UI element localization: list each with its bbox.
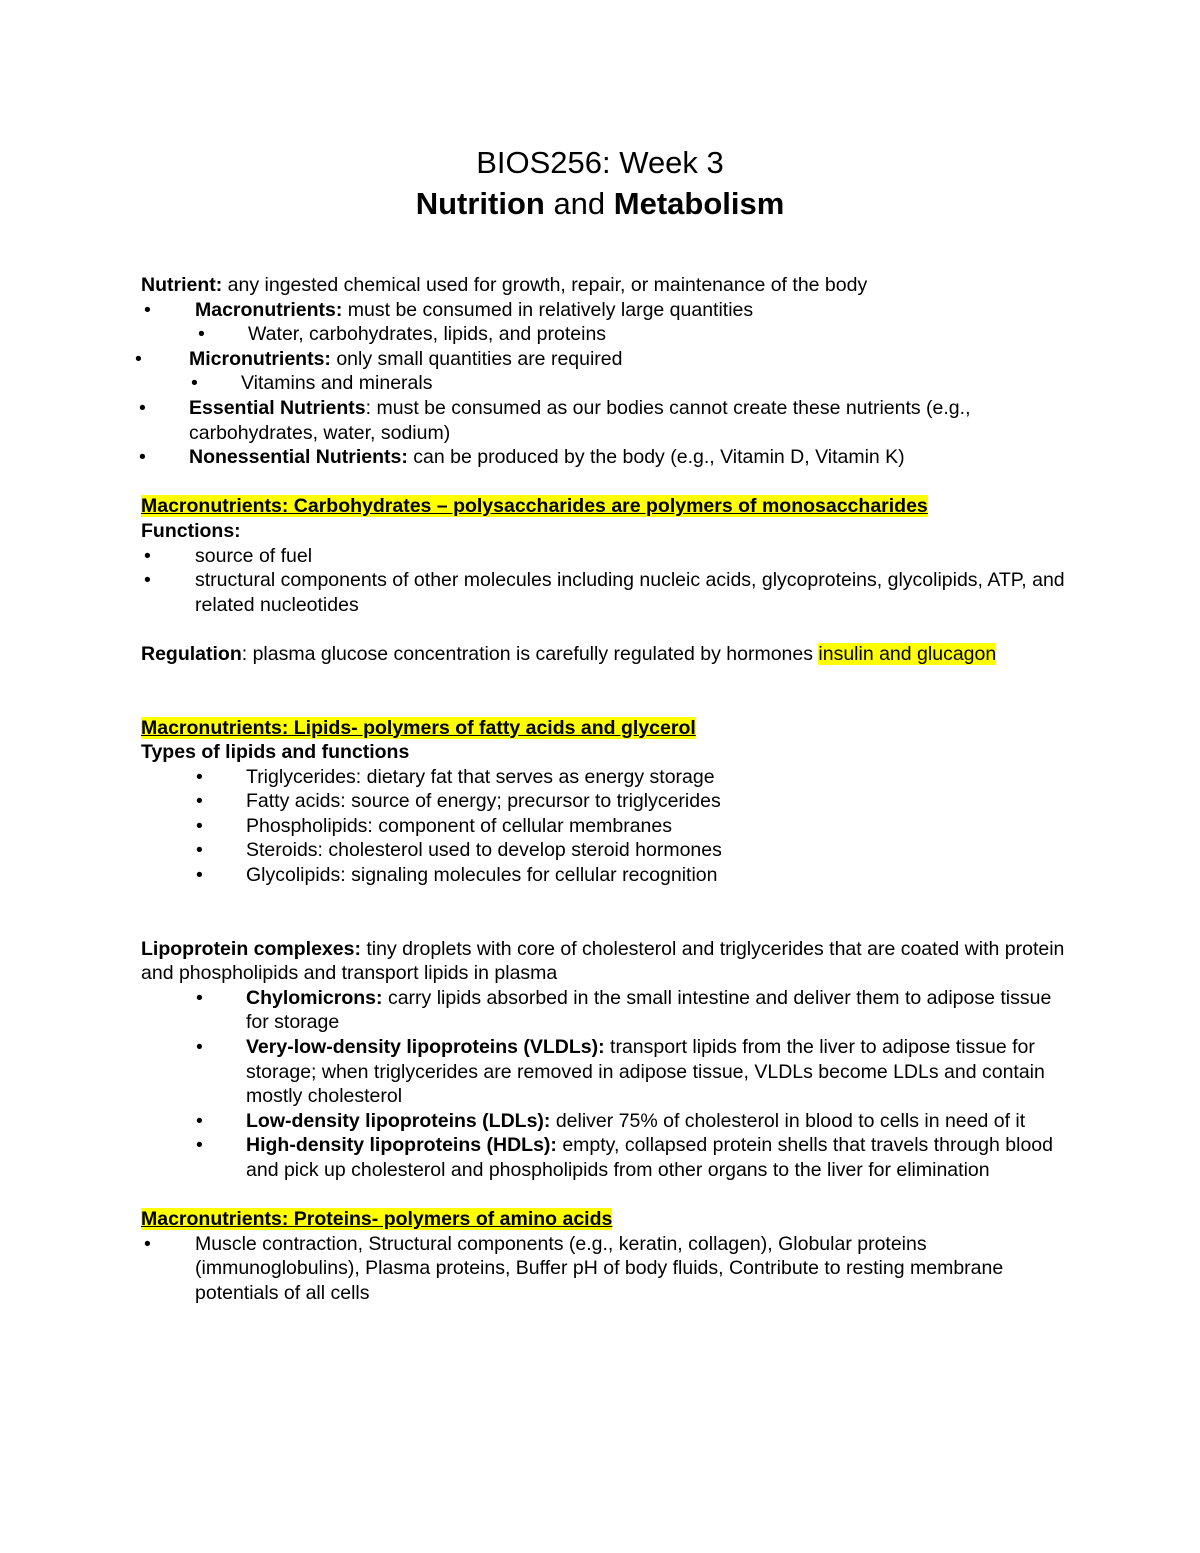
list-item [141,298,1071,323]
item-def: transport lipids from the liver to adipose tissue for storage; when triglycerides are removed in adipose tissue, VLDLs become LDLs and contain mostly cholesterol [246,1036,1045,1108]
title-block [0,144,1200,226]
bullet-icon: • [139,396,146,419]
bullet-icon: • [196,839,203,862]
list-item [141,445,1071,470]
item-def: must be consumed in relatively large quantities [342,298,754,321]
list-item [141,863,1071,888]
carbs-header [141,494,1071,519]
bullet-icon: • [196,864,203,887]
list-item [141,789,1071,814]
proteins-header-text: Macronutrients: Proteins- polymers of amino acids [141,1208,613,1231]
item-sub: Water, carbohydrates, lipids, and proteins [248,323,607,346]
types-label [141,740,1071,765]
regulation-text: : plasma glucose concentration is carefully regulated by hormones [241,642,819,665]
list-item [141,544,1071,569]
list-item [135,347,1071,372]
document-body [135,273,1071,1306]
regulation-term: Regulation [141,642,242,665]
page-title: BIOS256: Week 3 [476,145,724,180]
nutrient-def: any ingested chemical used for growth, repair, or maintenance of the body [222,274,868,296]
item-term: Micronutrients: [189,347,331,370]
item-term: Very-low-density lipoproteins (VLDLs): [246,1036,605,1059]
proteins-list [141,1232,1071,1306]
regulation-highlight: insulin and glucagon [818,642,997,665]
subtitle-part-and: and [544,186,614,221]
bullet-icon: • [196,986,203,1009]
nutrient-term: Nutrient: [141,274,223,296]
item-term: Chylomicrons: [246,986,383,1009]
lipoprotein-term: Lipoprotein complexes: [141,937,361,960]
bullet-icon: • [135,347,142,370]
list-item [141,838,1071,863]
item-term: Low-density lipoproteins (LDLs): [246,1109,551,1132]
list-item [141,1035,1071,1109]
item-term: Essential Nutrients [189,396,366,419]
bullet-icon: • [139,446,146,469]
item-def: : must be consumed as our bodies cannot create these nutrients (e.g., carbohydrates, water, sodium) [189,396,971,444]
list-item [141,986,1071,1035]
lipids-header [141,716,1071,741]
functions-label [141,519,1071,544]
item-term: Macronutrients: [195,298,343,321]
proteins-header [141,1207,1071,1232]
item-def: empty, collapsed protein shells that travels through blood and pick up cholesterol and phospholipids from other organs to the liver for elimination [246,1134,1053,1181]
item-text: Muscle contraction, Structural components (e.g., keratin, collagen), Globular proteins (immunoglobulins), Plasma proteins, Buffer pH of body fluids, Contribute to resting membrane potentials of all cells [195,1232,1004,1304]
bullet-icon: • [144,569,151,592]
lipid-types-list [141,765,1071,888]
bullet-icon: • [196,814,203,837]
page-subtitle [0,182,1200,226]
item-text: source of fuel [195,544,313,567]
list-item [141,765,1071,790]
list-item [141,568,1071,617]
lipoprotein-def: tiny droplets with core of cholesterol and triglycerides that are coated with protein and phospholipids and transport lipids in plasma [141,937,1065,985]
bullet-icon: • [198,323,205,346]
item-term: High-density lipoproteins (HDLs): [246,1134,557,1157]
bullet-icon: • [144,1232,151,1255]
item-sub: Vitamins and minerals [241,372,433,395]
item-def: can be produced by the body (e.g., Vitamin D, Vitamin K) [407,446,905,469]
bullet-icon: • [196,1134,203,1157]
bullet-icon: • [196,790,203,813]
lipoprotein-definition [141,937,1071,986]
item-def: only small quantities are required [330,347,623,370]
nutrient-definition [141,273,1071,298]
item-text: structural components of other molecules including nucleic acids, glycoproteins, glycolipids, ATP, and related nucleotides [195,569,1065,616]
functions-label-text: Functions: [141,519,241,542]
bullet-icon: • [196,1036,203,1059]
bullet-icon: • [144,544,151,567]
functions-list [141,544,1071,618]
bullet-icon: • [196,1109,203,1132]
regulation-paragraph [141,642,1071,667]
item-text: Glycolipids: signaling molecules for cellular recognition [246,864,718,887]
item-def: carry lipids absorbed in the small intestine and deliver them to adipose tissue for storage [246,986,1052,1034]
bullet-icon: • [144,298,151,321]
list-item [141,371,1071,396]
subtitle-part-nutrition: Nutrition [415,186,545,221]
item-text: Triglycerides: dietary fat that serves as energy storage [246,765,715,788]
list-item [141,1232,1071,1306]
list-item [141,814,1071,839]
item-def: deliver 75% of cholesterol in blood to cells in need of it [550,1109,1026,1132]
bullet-icon: • [191,372,198,395]
item-text: Phospholipids: component of cellular membranes [246,814,672,837]
item-text: Steroids: cholesterol used to develop steroid hormones [246,839,722,862]
lipoprotein-list [141,986,1071,1183]
bullet-icon: • [196,765,203,788]
carbs-header-text: Macronutrients: Carbohydrates – polysaccharides are polymers of monosaccharides [141,495,928,518]
item-text: Fatty acids: source of energy; precursor to triglycerides [246,790,721,813]
list-item [141,322,1071,347]
list-item [141,396,1071,445]
list-item [141,1133,1071,1182]
lipids-header-text: Macronutrients: Lipids- polymers of fatty acids and glycerol [141,716,696,739]
nutrient-list [135,298,1071,470]
subtitle-part-metabolism: Metabolism [613,186,785,221]
types-label-text: Types of lipids and functions [141,741,410,764]
item-term: Nonessential Nutrients: [189,446,408,469]
list-item [141,1109,1071,1134]
